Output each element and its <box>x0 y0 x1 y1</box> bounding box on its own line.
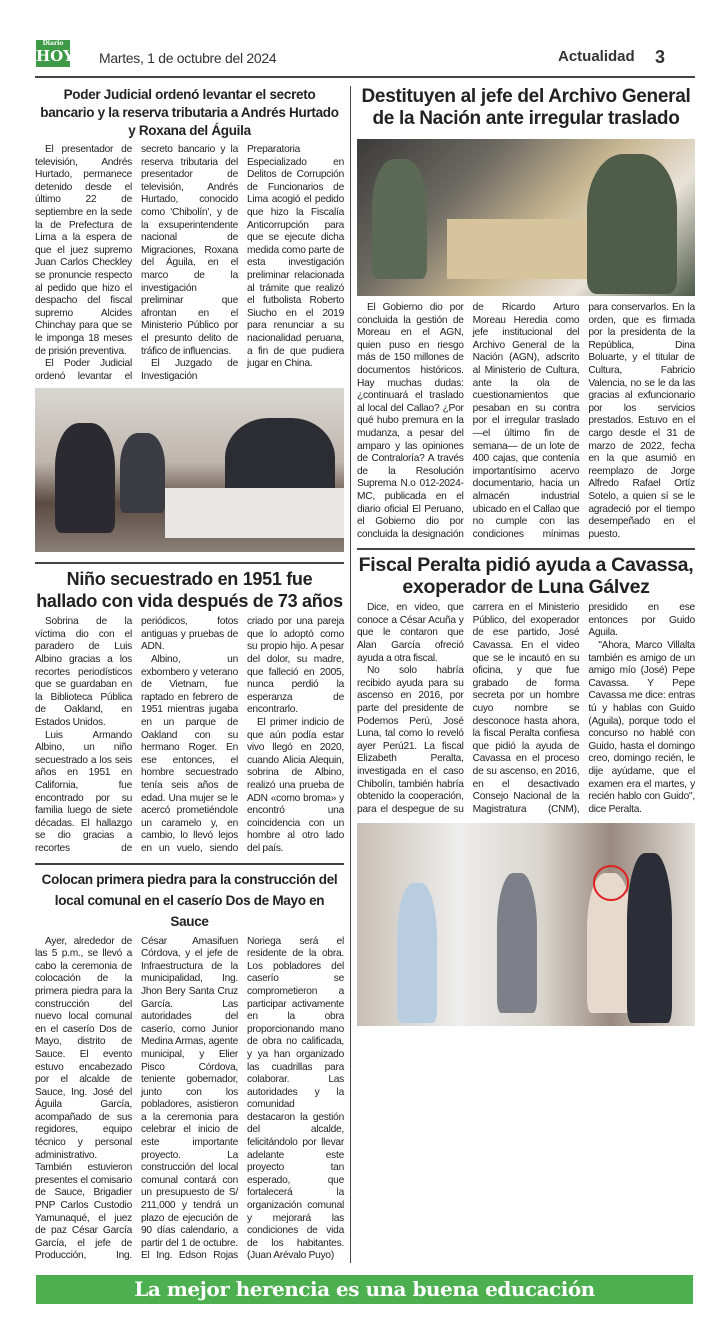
article-rule <box>357 548 695 550</box>
paragraph: No solo habría recibido ayuda para su ascenso en 2016, por parte del presidente de Podemos Perú, José Luna, tal como lo reveló ayer Perú21. La fiscal Elizabeth Peralta, investigada en el caso Chibolín, también habría obtenido la cooperación, para el despegue de su carrera en el Ministerio Público, del exoperador de ese partido, José Cavassa. En el video que se le incautó en su oficina, y que fue grabado de forma secreta por un hombre cuyo nombre se desconoce hasta ahora, la fiscal Peralta confiesa que pidió la ayuda de Cavassa en el proceso de su ascenso, en 2016, en el desactivado Consejo Nacional de la Magistratura (CNM), presidido en ese entonces por Guido Aguila. <box>357 602 695 815</box>
paragraph: Luis Armando Albino, un niño secuestrado a los seis años en 1951 en California, fue encontrado por su familia luego de siete décadas. El hallazgo se dio gracias a recortes de periódicos, fotos antiguas y pruebas de ADN. <box>35 616 238 854</box>
photo-archivo-workers <box>357 139 695 296</box>
paragraph: El primer indicio de que aún podía estar vivo llegó en 2020, cuando Alicia Alequin, sobrina de Albino, realizó una prueba de ADN «como broma» y encontró una coincidencia con un hombre al otro lado del país. <box>247 717 344 854</box>
article-body-poder-judicial <box>35 144 344 383</box>
photo-fiscal-peralta-hallway <box>357 823 695 1026</box>
headline-poder-judicial: Poder Judicial ordenó levantar el secreto bancario y la reserva tributaria a Andrés Hurtado y Roxana del Águila <box>40 87 339 138</box>
paragraph: Dice, en video, que conoce a César Acuña y que le contaron que Alan García ofreció ayuda a otra fiscal. <box>357 602 464 664</box>
logo-text: HOY <box>36 47 74 65</box>
headline-fiscal-peralta: Fiscal Peralta pidió ayuda a Cavassa, exoperador de Luna Gálvez <box>358 554 694 599</box>
article-rule <box>35 863 344 865</box>
article-rule <box>35 562 344 564</box>
issue-date: Martes, 1 de octubre del 2024 <box>99 50 277 66</box>
logo-small-text: Diario <box>42 40 64 47</box>
paragraph: El Juzgado de Investigación Preparatoria Especializado en Delitos de Corrupción de Funcionarios de Lima acogió el pedido que hizo la Fiscalía Anticorrupción para que se ejecute dicha medida como parte de esta investigación preliminar relacionada al trámite que realizó el futbolista Roberto Siucho en el 2019 para renunciar a su nacionalidad peruana, a fin de que pudiera jugar en China. <box>141 144 344 382</box>
paragraph: El presentador de televisión, Andrés Hurtado, permanece detenido desde el último 22 de septiembre en la sede la de Prefectura de Lima a la espera de que el juez supremo Juan Carlos Checkley se pronuncie respecto al pedido que hizo el despacho del fiscal supremo Alcides Chinchay para que se le imponga 18 meses de prisión preventiva. <box>35 144 132 357</box>
paragraph: Sobrina de la víctima dio con el paradero de Luis Albino gracias a los recortes periodísticos que se guardaban en la Biblioteca Pública de Oakland, en Estados Unidos. <box>35 616 132 729</box>
headline-nino-secuestrado: Niño secuestrado en 1951 fue hallado con vida después de 73 años <box>36 569 343 612</box>
article-body-fiscal-peralta <box>357 602 695 816</box>
right-column <box>351 86 695 1263</box>
article-body-nino-secuestrado <box>35 616 344 855</box>
page-number: 3 <box>655 47 666 67</box>
paragraph: Ayer, alrededor de las 5 p.m., se llevó a cabo la ceremonia de colocación de la primera piedra para la construcción del nuevo local comunal en el caserío Dos de Mayo, distrito de Sauce. El evento estuvo encabezado por el alcalde de Sauce, Ing. José del Águila García, acompañado de sus regidores, equipo técnico y personal administrativo. También estuvieron presentes el comisario de Sauce, Brigadier PNP Carlos Custodio Yamunaqué, el juez de paz César García García, el jefe de Producción, Ing. César Amasifuen Córdova, y el jefe de Infraestructura de la municipalidad, Ing. Jhon Bery Santa Cruz García. Las autoridades del caserío, como Junior Medina Armas, agente municipal, y Elier Pisco Córdova, teniente gobernador, junto con los pobladores, asistieron a la ceremonia para celebrar el inicio de este importante proyecto. La construcción del local comunal contará con un presupuesto de S/ 211,000 y tendrá un plazo de ejecución de 90 días calendario, a partir del 1 de octubre. El Ing. Edson Rojas Noriega será el residente de la obra. Los pobladores del caserío se comprometieron a participar activamente en la obra proporcionando mano de obra no calificada, y ya han organizado las cuadrillas para colaborar. Las autoridades y la comunidad destacaron la gestión del alcalde, felicitándolo por llevar adelante este proyecto tan esperado, que fortalecerá la organización comunal y mejorará las condiciones de vida de los habitantes. (Juan Arévalo Puyo) <box>35 935 344 1262</box>
page-content <box>35 0 695 1263</box>
paragraph: Albino, un exbombero y veterano de Vietnam, fue raptado en febrero de 1951 mientras jugaba en un parque de Oakland con su hermano Roger. En ese entonces, el hombre secuestrado tenía seis años de edad. Una mujer se le acercó prometiéndole un caramelo y, en cambio, lo llevó lejos en un vuelo, siendo criado por una pareja que lo adoptó como su propio hijo. A pesar del dolor, su madre, que falleció en 2005, nunca perdió la esperanza de encontrarlo. <box>141 616 344 854</box>
headline-archivo-general: Destituyen al jefe del Archivo General de la Nación ante irregular traslado <box>361 86 691 129</box>
left-column <box>35 86 351 1263</box>
headline-primera-piedra: Colocan primera piedra para la construcción del local comunal en el caserío Dos de Mayo en Sauce <box>41 871 338 929</box>
footer-banner: La mejor herencia es una buena educación <box>36 1275 693 1304</box>
article-body-primera-piedra <box>35 936 344 1263</box>
photo-hurtado-hearing <box>35 388 344 552</box>
article-body-archivo-general <box>357 302 695 541</box>
paragraph: "Ahora, Marco Villalta también es amigo de un amigo mío (José) Pepe Cavassa. Y Pepe Cavassa me dice: entras tú y hablas con Guido (Aguila), porque todo el concurso no hablé con Guido, hasta el domingo creo, domingo recién, le dije ayúdame, que el examen era el martes, y recién hablo con Guido", dice Peralta. <box>588 640 695 815</box>
paragraph: El Poder Judicial ordenó levantar el secreto bancario y la reserva tributaria del presentador de televisión, Andrés Hurtado, conocido como 'Chibolín', y de la exsuperintendente nacional de Migraciones, Roxana del Águila, en el marco de la investigación preliminar que afrontan en el Ministerio Público por el presunto delito de tráfico de influencias. <box>35 144 238 382</box>
paragraph: El Gobierno dio por concluida la gestión de Moreau en el AGN, quien puso en riesgo más de 150 millones de documentos históricos. Hay muchas dudas: ¿continuará el traslado al local del Callao? ¿Por qué hubo premura en la mudanza, a pesar del amparo y las opiniones de Contraloría? A través de la Resolución Suprema N.o 012-2024-MC, publicada en el diario oficial El Peruano, el Gobierno dio por concluida la designación de Ricardo Arturo Moreau Heredia como jefe institucional del Archivo General de la Nación (AGN), adscrito al Ministerio de Cultura, ante la ola de cuestionamientos que pesaban en su contra por el irregular traslado —el último fin de semana— de un lote de 400 cajas, que contenía importantísimo acervo documentario, hacia un almacén industrial ubicado en el Callao que no cumple con las condiciones mínimas para conservarlos. En la orden, que es firmada por la presidenta de la República, Dina Boluarte, y el titular de Cultura, Fabricio Valencia, no se le da las gracias al exfuncionario por los servicios prestados. Estuvo en el cargo desde el 31 de marzo de 2022, fecha en la que asumió en reemplazo de Jorge Alfredo Rafael Ortíz Sotelo, a quien sí se le agradeció por el tiempo desempeñado en el puesto. <box>357 302 695 540</box>
section-name: Actualidad <box>558 48 635 65</box>
